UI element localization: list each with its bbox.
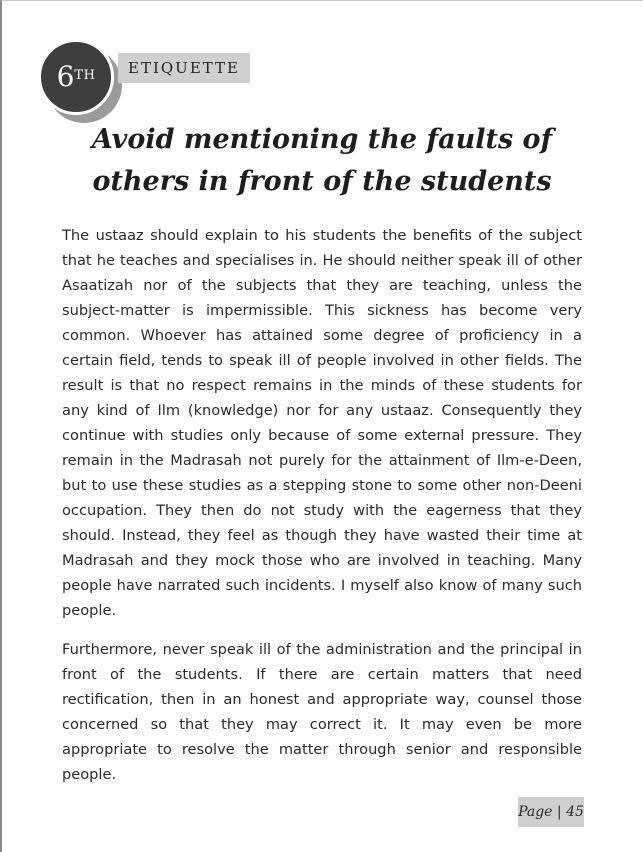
body-text — [62, 223, 582, 801]
etiquette-ordinal-suffix: TH — [74, 67, 96, 83]
etiquette-number: 6 — [56, 60, 75, 93]
etiquette-label: ETIQUETTE — [118, 53, 250, 83]
page-number: Page | 45 — [518, 797, 584, 827]
page-title: Avoid mentioning the faults of others in front of the students — [91, 124, 553, 197]
paragraph-1: The ustaaz should explain to his students the benefits of the subject that he teaches and specialises in. He should neither speak ill of other Asaatizah nor of the subjects that they are teaching, unless the subject-matter is impermissible. This sickness has become very common. Whoever has attained some degree of proficiency in a certain field, tends to speak ill of people involved in other fields. The result is that no respect remains in the minds of these students for any kind of Ilm (knowledge) nor for any ustaaz. Consequently they continue with studies only because of some external pressure. They remain in the Madrasah not purely for the attainment of Ilm-e-Deen, but to use these studies as a stepping stone to some other non-Deeni occupation. They then do not study with the eagerness that they should. Instead, they feel as though they have wasted their time at Madrasah and they mock those who are involved in teaching. Many people have narrated such incidents. I myself also know of many such people. — [62, 227, 582, 619]
etiquette-number-circle — [38, 39, 114, 115]
paragraph-2: Furthermore, never speak ill of the administration and the principal in front of the students. If there are certain matters that need rectification, then in an honest and appropriate way, counsel those concerned so that they may correct it. It may even be more appropriate to resolve the matter through senior and responsible people. — [62, 641, 582, 783]
etiquette-badge — [38, 39, 268, 119]
